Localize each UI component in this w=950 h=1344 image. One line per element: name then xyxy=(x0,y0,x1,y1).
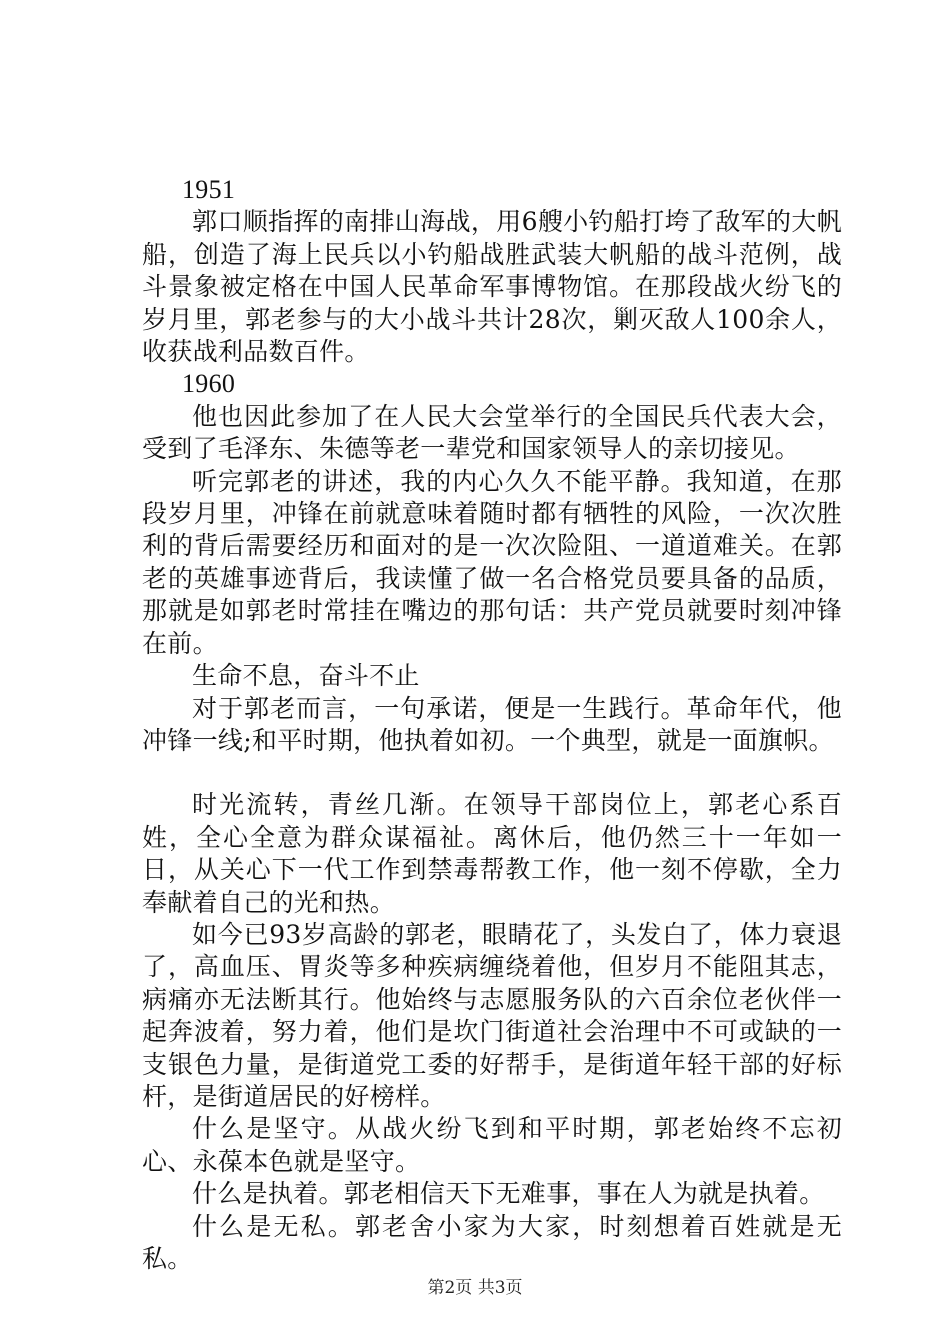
document-body xyxy=(142,174,842,1275)
paragraph-selflessness: 什么是无私。郭老舍小家为大家，时刻想着百姓就是无私。 xyxy=(142,1211,842,1273)
paragraph-promise: 对于郭老而言，一句承诺，便是一生践行。革命年代，他冲锋一线;和平时期，他执着如初。一个典型，就是一面旗帜。 xyxy=(142,693,842,755)
section-heading: 生命不息，奋斗不止 xyxy=(192,661,420,691)
paragraph-congress: 他也因此参加了在人民大会堂举行的全国民兵代表大会，受到了毛泽东、朱德等老一辈党和国家领导人的亲切接见。 xyxy=(142,401,842,464)
paragraph-battle: 郭口顺指挥的南排山海战，用6艘小钓船打垮了敌军的大帆船，创造了海上民兵以小钓船战胜武装大帆船的战斗范例，战斗景象被定格在中国人民革命军事博物馆。在那段战火纷飞的岁月里，郭老参与的大小战斗共计28次，剿灭敌人100余人，收获战利品数百件。 xyxy=(142,207,842,367)
paragraph-reflection: 听完郭老的讲述，我的内心久久不能平静。我知道，在那段岁月里，冲锋在前就意味着随时都有牺牲的风险，一次次胜利的背后需要经历和面对的是一次次险阻、一道道难关。在郭老的英雄事迹背后，我读懂了做一名合格党员要具备的品质，那就是如郭老时常挂在嘴边的那句话：共产党员就要时刻冲锋在前。 xyxy=(142,466,842,658)
year-1951: 1951 xyxy=(182,175,236,204)
page-footer: 第2页 共3页 xyxy=(427,1278,523,1298)
year-1960: 1960 xyxy=(182,369,236,399)
paragraph-dedication: 什么是执着。郭老相信天下无难事，事在人为就是执着。 xyxy=(192,1179,825,1209)
paragraph-retirement: 时光流转，青丝几渐。在领导干部岗位上，郭老心系百姓，全心全意为群众谋福祉。离休后，他仍然三十一年如一日，从关心下一代工作到禁毒帮教工作，他一刻不停歇，全力奉献着自己的光和热。 xyxy=(142,790,842,917)
paragraph-persistence: 什么是坚守。从战火纷飞到和平时期，郭老始终不忘初心、永葆本色就是坚守。 xyxy=(142,1114,842,1176)
paragraph-volunteer: 如今已93岁高龄的郭老，眼睛花了，头发白了，体力衰退了，高血压、胃炎等多种疾病缠绕着他，但岁月不能阻其志，病痛亦无法断其行。他始终与志愿服务队的六百余位老伙伴一起奔波着，努力着，他们是坎门街道社会治理中不可或缺的一支银色力量，是街道党工委的好帮手，是街道年轻干部的好标杆，是街道居民的好榜样。 xyxy=(142,919,842,1111)
